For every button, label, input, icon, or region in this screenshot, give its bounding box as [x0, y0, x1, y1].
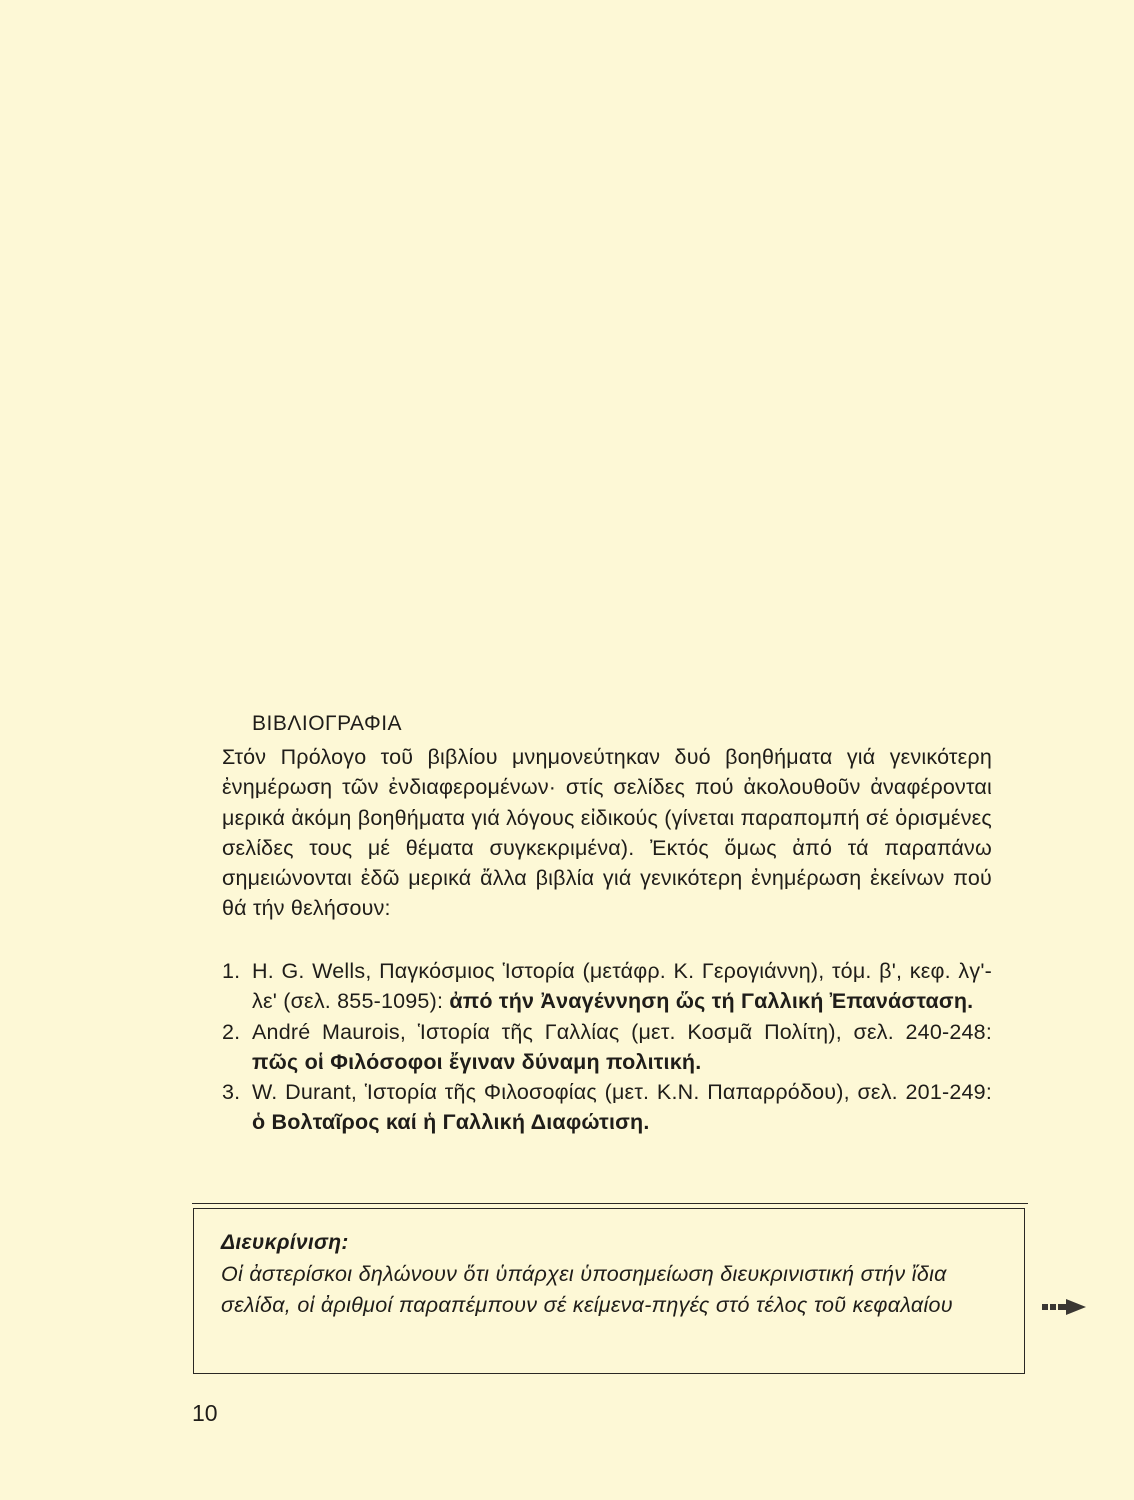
intro-paragraph: Στόν Πρόλογο τοῦ βιβλίου μνημονεύτηκαν δυό βοηθήματα γιά γενικότερη ἐνημέρωση τῶν ἐνδιαφερομένων· στίς σελίδες πού ἀκολουθοῦν ἀναφέρονται μερικά ἀκόμη βοηθήματα γιά λόγους εἰδικούς (γίνεται παραπομπή σέ ὁρισμένες σελίδες τους μέ θέματα συγκεκριμένα). Ἐκτός ὅμως ἀπό τά παραπάνω σημειώνονται ἐδῶ μερικά ἄλλα βιβλία γιά γενικότερη ἐνημέρωση ἐκείνων πού θά τήν θελήσουν: [222, 745, 992, 921]
bibliography-heading: ΒΙΒΛΙΟΓΡΑΦΙΑ [252, 712, 403, 735]
reference-item [222, 1017, 992, 1078]
reference-topic: ὁ Βολταῖρος καί ἡ Γαλλική Διαφώτιση. [252, 1110, 650, 1135]
clarification-box [193, 1208, 1025, 1374]
page-number: 10 [192, 1400, 218, 1426]
reference-item [222, 1077, 992, 1138]
reference-number: 2. [222, 1019, 241, 1044]
arrow-right-icon [1042, 1298, 1088, 1316]
reference-list [222, 956, 992, 1138]
reference-item [222, 956, 992, 1017]
reference-text: André Maurois, Ἱστορία τῆς Γαλλίας (μετ. Κοσμᾶ Πολίτη), σελ. 240-248: [252, 1019, 992, 1044]
clarification-title: Διευκρίνιση: [221, 1231, 349, 1254]
reference-number: 3. [222, 1080, 241, 1105]
reference-text: W. Durant, Ἱστορία τῆς Φιλοσοφίας (μετ. Κ.Ν. Παπαρρόδου), σελ. 201-249: [252, 1080, 992, 1105]
reference-topic: πῶς οἱ Φιλόσοφοι ἔγιναν δύναμη πολιτική. [252, 1049, 702, 1074]
reference-topic: ἀπό τήν Ἀναγέννηση ὥς τή Γαλλική Ἐπανάσταση. [449, 989, 974, 1014]
clarification-text: Οἱ ἀστερίσκοι δηλώνουν ὅτι ὑπάρχει ὑποσημείωση διευκρινιστική στήν ἴδια σελίδα, οἱ ἀριθμοί παραπέμπουν σέ κείμενα-πηγές στό τέλος τοῦ κεφαλαίου [221, 1262, 953, 1317]
reference-text: H. G. Wells, Παγκόσμιος Ἱστορία (μετάφρ. Κ. Γερογιάννη), τόμ. β', κεφ. λγ'-λε' (σελ. 855-1095): [252, 959, 992, 1014]
reference-number: 1. [222, 959, 241, 983]
divider-line [192, 1203, 1028, 1204]
